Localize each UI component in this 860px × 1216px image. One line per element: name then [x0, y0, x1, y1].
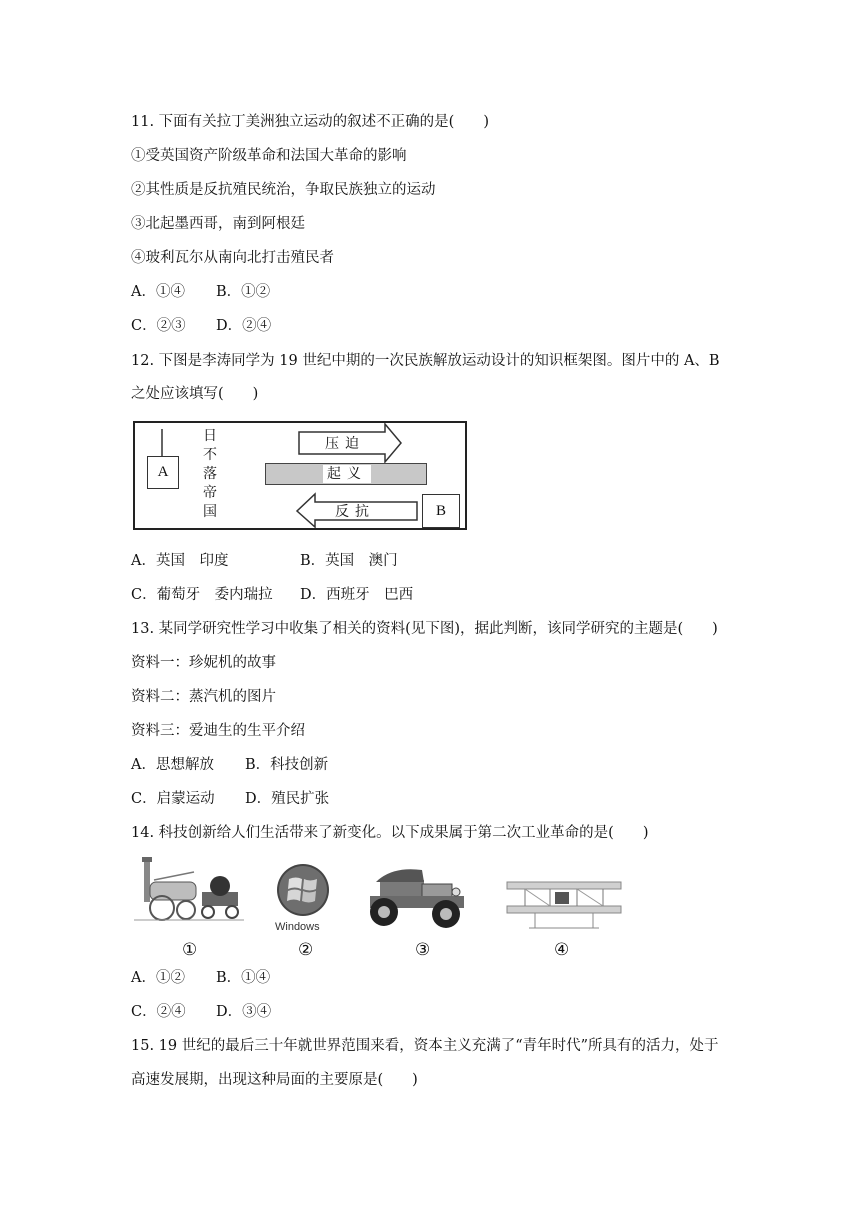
q15-stem-line2: 高速发展期，出现这种局面的主要原是( ): [131, 1072, 418, 1088]
q11-item-2: ②其性质是反抗殖民统治，争取民族独立的运动: [131, 182, 436, 198]
arrow-top-label: 压迫: [325, 436, 365, 452]
q12-option-a: A．英国 印度: [131, 553, 229, 569]
image-number-2: ②: [298, 940, 314, 960]
q11-option-a: A．①④: [131, 284, 185, 300]
image-number-3: ③: [415, 940, 431, 960]
q12-option-b: B．英国 澳门: [300, 553, 398, 569]
q13-option-c: C．启蒙运动: [131, 791, 215, 807]
q13-stem: 13. 某同学研究性学习中收集了相关的资料(见下图)，据此判断，该同学研究的主题是( ): [131, 621, 718, 637]
vertical-text: 日不落帝国: [203, 428, 217, 520]
q13-option-d: D．殖民扩张: [245, 791, 330, 807]
q12-stem-line2: 之处应该填写( ): [131, 386, 259, 402]
box-b: B: [422, 494, 460, 528]
biplane-image: [505, 876, 625, 938]
q11-item-4: ④玻利瓦尔从南向北打击殖民者: [131, 250, 334, 266]
box-a: A: [147, 456, 179, 489]
q14-option-d: D．③④: [216, 1004, 272, 1020]
q11-option-b: B．①②: [216, 284, 271, 300]
uprising-label: 起义: [323, 465, 371, 483]
q11-option-d: D．②④: [216, 318, 272, 334]
q14-option-c: C．②④: [131, 1004, 186, 1020]
windows-text: Windows: [275, 921, 320, 933]
q15-stem-line1: 15. 19 世纪的最后三十年就世界范围来看，资本主义充满了“青年时代”所具有的活力，处于: [131, 1038, 719, 1054]
image-number-1: ①: [182, 940, 198, 960]
q14-stem: 14. 科技创新给人们生活带来了新变化。以下成果属于第二次工业革命的是( ): [131, 825, 649, 841]
q14-option-b: B．①④: [216, 970, 271, 986]
q13-item-3: 资料三：爱迪生的生平介绍: [131, 723, 305, 739]
q13-option-a: A．思想解放: [131, 757, 214, 773]
q13-item-1: 资料一：珍妮机的故事: [131, 655, 276, 671]
q14-option-a: A．①②: [131, 970, 185, 986]
q11-option-c: C．②③: [131, 318, 186, 334]
q13-item-2: 资料二：蒸汽机的图片: [131, 689, 276, 705]
q13-option-b: B．科技创新: [245, 757, 329, 773]
q12-option-c: C．葡萄牙 委内瑞拉: [131, 587, 273, 603]
arrow-bottom-label: 反抗: [335, 504, 375, 520]
q11-stem: 11. 下面有关拉丁美洲独立运动的叙述不正确的是( ): [131, 114, 489, 130]
knowledge-framework-diagram: [133, 421, 467, 530]
q11-item-1: ①受英国资产阶级革命和法国大革命的影响: [131, 148, 407, 164]
steam-locomotive-image: [134, 852, 244, 930]
q11-item-3: ③北起墨西哥，南到阿根廷: [131, 216, 305, 232]
vintage-car-image: [362, 860, 472, 938]
image-number-4: ④: [554, 940, 570, 960]
q12-stem-line1: 12. 下图是李涛同学为 19 世纪中期的一次民族解放运动设计的知识框架图。图片中的 A、B: [131, 353, 720, 369]
q12-option-d: D．西班牙 巴西: [300, 587, 414, 603]
